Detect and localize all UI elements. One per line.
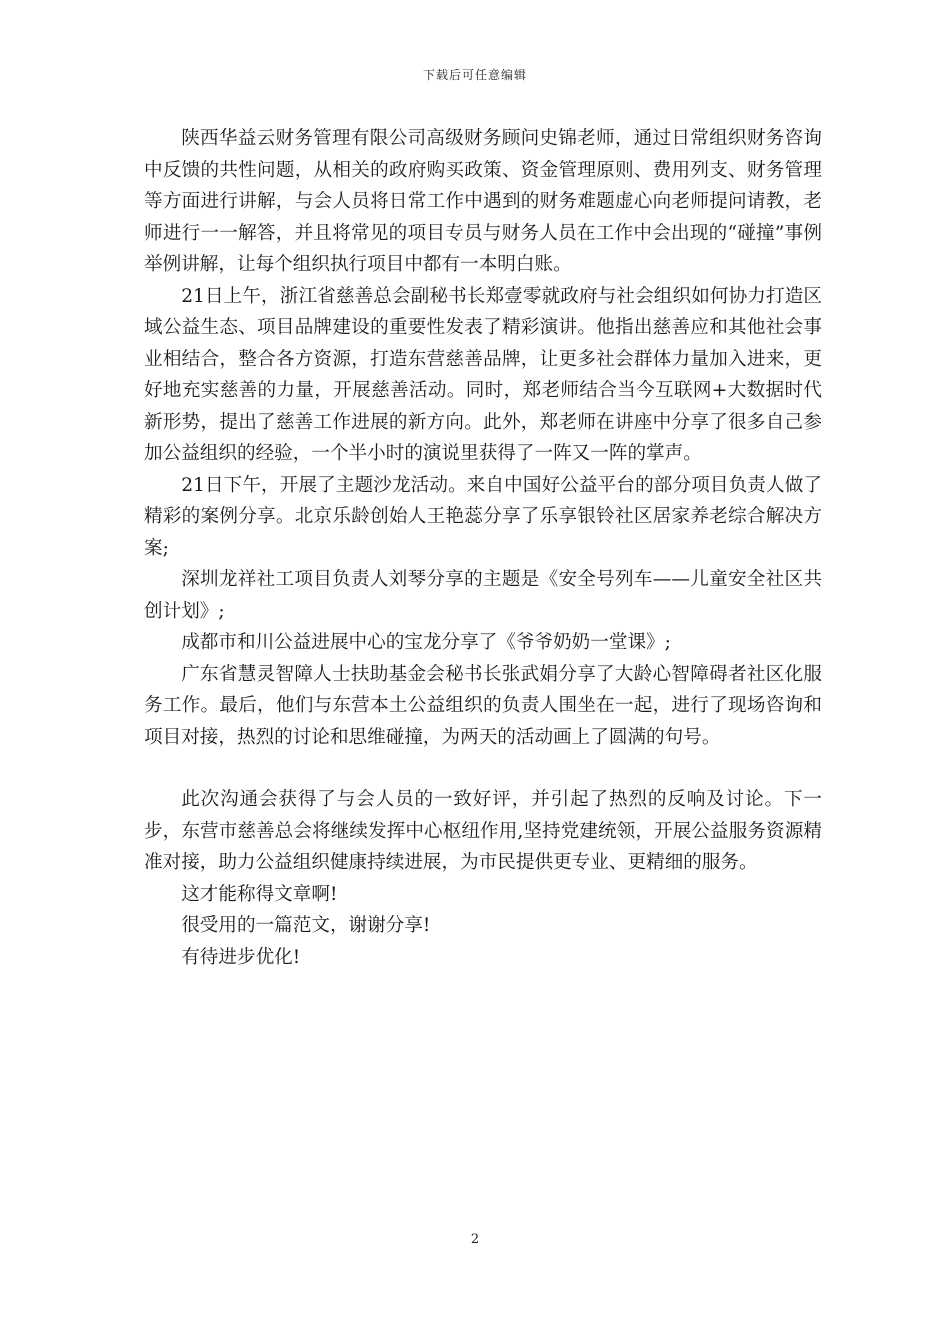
page-header: 下载后可任意编辑	[422, 68, 527, 82]
paragraph-chengdu-share: 成都市和川公益进展中心的宝龙分享了《爷爷奶奶一堂课》;	[181, 632, 671, 653]
paragraph-shenzhen-share: 深圳龙祥社工项目负责人刘琴分享的主题是《安全号列车——儿童安全社区共创计划》;	[144, 569, 822, 622]
paragraph-finance-lecture: 陕西华益云财务管理有限公司高级财务顾问史锦老师，通过日常组织财务咨询中反馈的共性问题，从相关的政府购买政策、资金管理原则、费用列支、财务管理等方面进行讲解，与会人员将日常工作中遇到的财务难题虚心向老师提问请教，老师进行一一解答，并且将常见的项目专员与财务人员在工作中会出现的“碰撞”事例举例讲解，让每个组织执行项目中都有一本明白账。	[144, 128, 822, 275]
comment-line-1: 这才能称得文章啊!	[181, 883, 338, 905]
comment-line-3: 有待进步优化!	[181, 946, 301, 968]
page-number: 2	[470, 1232, 480, 1247]
document-body	[144, 123, 822, 973]
comment-line-2: 很受用的一篇范文，谢谢分享!	[181, 915, 431, 936]
paragraph-conclusion: 此次沟通会获得了与会人员的一致好评，并引起了热烈的反响及讨论。下一步，东营市慈善总会将继续发挥中心枢纽作用,坚持党建统领，开展公益服务资源精准对接，助力公益组织健康持续进展，为市民提供更专业、更精细的服务。	[144, 789, 822, 873]
paragraph-guangdong-share: 广东省慧灵智障人士扶助基金会秘书长张武娟分享了大龄心智障碍者社区化服务工作。最后，他们与东营本土公益组织的负责人围坐在一起，进行了现场咨询和项目对接，热烈的讨论和思维碰撞，为两天的活动画上了圆满的句号。	[144, 663, 822, 748]
paragraph-spacer	[144, 753, 822, 784]
paragraph-afternoon-salon: 21日下午，开展了主题沙龙活动。来自中国好公益平台的部分项目负责人做了精彩的案例分享。北京乐龄创始人王艳蕊分享了乐享银铃社区居家养老综合解决方案;	[144, 474, 822, 559]
paragraph-morning-speech: 21日上午，浙江省慈善总会副秘书长郑壹零就政府与社会组织如何协力打造区域公益生态、项目品牌建设的重要性发表了精彩演讲。他指出慈善应和其他社会事业相结合，整合各方资源，打造东营慈善品牌，让更多社会群体力量加入进来，更好地充实慈善的力量，开展慈善活动。同时，郑老师结合当今互联网+大数据时代新形势，提出了慈善工作进展的新方向。此外，郑老师在讲座中分享了很多自己参加公益组织的经验，一个半小时的演说里获得了一阵又一阵的掌声。	[144, 285, 822, 464]
